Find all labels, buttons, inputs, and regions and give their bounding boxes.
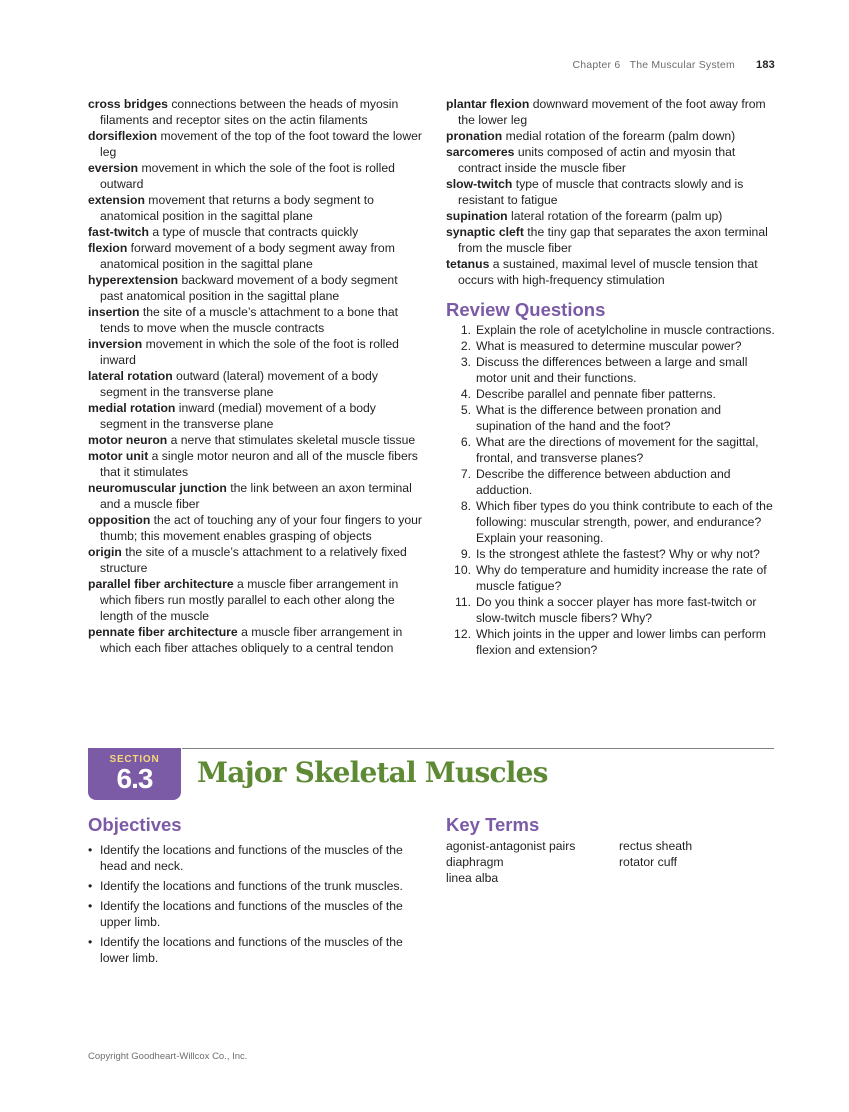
chapter-title: The Muscular System: [629, 59, 735, 71]
glossary-term: slow-twitch: [446, 177, 513, 191]
glossary-definition: forward movement of a body segment away from anatomical position in the sagittal plane: [100, 241, 395, 271]
glossary-term: motor neuron: [88, 433, 168, 447]
review-question: [446, 466, 776, 498]
review-question: [446, 402, 776, 434]
glossary-entry: [446, 128, 776, 144]
glossary-entry: [88, 480, 422, 512]
glossary-definition: the site of a muscle’s attachment to a relatively fixed structure: [100, 545, 407, 575]
key-term: agonist-antagonist pairs: [446, 839, 576, 853]
glossary-entry: [446, 224, 776, 256]
question-number: 8.: [460, 499, 471, 513]
glossary-term: opposition: [88, 513, 151, 527]
glossary-definition: a muscle fiber arrangement in which each fiber attaches obliquely to a central tendon: [100, 625, 403, 655]
bullet: •: [88, 879, 93, 893]
glossary-entry: [446, 96, 776, 128]
glossary-entry: [88, 160, 422, 192]
glossary-definition: movement of the top of the foot toward the lower leg: [100, 129, 422, 159]
question-text: What are the directions of movement for the sagittal, frontal, and transverse planes?: [476, 435, 759, 465]
glossary-term: neuromuscular junction: [88, 481, 227, 495]
objective-text: Identify the locations and functions of the trunk muscles.: [100, 879, 403, 893]
glossary-term: pronation: [446, 129, 503, 143]
question-text: What is the difference between pronation and supination of the hand and the foot?: [476, 403, 722, 433]
objective-text: Identify the locations and functions of the muscles of the lower limb.: [100, 935, 403, 965]
question-number: 6.: [460, 435, 471, 449]
glossary-term: pennate fiber architecture: [88, 625, 238, 639]
glossary-entry: [88, 96, 422, 128]
running-header: [572, 59, 775, 71]
glossary-definition: the link between an axon terminal and a muscle fiber: [100, 481, 412, 511]
page-number: 183: [756, 59, 775, 71]
question-text: Describe parallel and pennate fiber patterns.: [476, 387, 716, 401]
glossary-definition: the site of a muscle’s attachment to a bone that tends to move when the muscle contracts: [100, 305, 399, 335]
question-number: 7.: [460, 467, 471, 481]
section-number: 6.3: [116, 763, 153, 794]
question-number: 4.: [460, 387, 471, 401]
glossary-term: dorsiflexion: [88, 129, 158, 143]
glossary-term: flexion: [88, 241, 128, 255]
glossary-definition: type of muscle that contracts slowly and is resistant to fatigue: [458, 177, 744, 207]
bullet: •: [88, 843, 93, 857]
question-text: Explain the role of acetylcholine in muscle contractions.: [476, 323, 775, 337]
glossary-entry: [88, 368, 422, 400]
question-text: Is the strongest athlete the fastest? Why or why not?: [476, 547, 760, 561]
section-title: Major Skeletal Muscles: [197, 756, 548, 789]
glossary-term: eversion: [88, 161, 139, 175]
glossary-entry: [88, 336, 422, 368]
glossary-term: fast-twitch: [88, 225, 149, 239]
objective-text: Identify the locations and functions of the muscles of the upper limb.: [100, 899, 403, 929]
glossary-term: origin: [88, 545, 122, 559]
glossary-term: insertion: [88, 305, 140, 319]
glossary-entry: [446, 256, 776, 288]
glossary-term: hyperextension: [88, 273, 179, 287]
glossary-definition: lateral rotation of the forearm (palm up): [511, 209, 723, 223]
glossary-term: motor unit: [88, 449, 149, 463]
glossary-term: medial rotation: [88, 401, 176, 415]
glossary-definition: downward movement of the foot away from the lower leg: [458, 97, 766, 127]
question-text: Do you think a soccer player has more fast-twitch or slow-twitch muscle fibers? Why?: [476, 595, 757, 625]
question-number: 5.: [460, 403, 471, 417]
chapter-number: Chapter 6: [572, 59, 621, 71]
glossary-term: lateral rotation: [88, 369, 173, 383]
review-question: [446, 498, 776, 546]
question-number: 12.: [454, 627, 471, 641]
question-number: 11.: [454, 595, 471, 609]
glossary-entry: [88, 240, 422, 272]
bullet: •: [88, 935, 93, 949]
glossary-left-column: [88, 96, 422, 656]
review-question: [446, 338, 776, 354]
question-number: 10.: [454, 563, 471, 577]
question-text: Which joints in the upper and lower limbs can perform flexion and extension?: [476, 627, 766, 657]
glossary-entry: [446, 208, 776, 224]
review-questions-list: [446, 322, 776, 658]
question-number: 1.: [460, 323, 471, 337]
glossary-definition: a nerve that stimulates skeletal muscle tissue: [170, 433, 416, 447]
glossary-entry: [88, 304, 422, 336]
glossary-entry: [88, 128, 422, 160]
objective-item: [88, 934, 408, 966]
question-text: Discuss the differences between a large and small motor unit and their functions.: [476, 355, 748, 385]
review-question: [446, 434, 776, 466]
question-text: What is measured to determine muscular power?: [476, 339, 742, 353]
review-question: [446, 354, 776, 386]
glossary-definition: movement in which the sole of the foot is rolled outward: [100, 161, 395, 191]
glossary-definition: medial rotation of the forearm (palm down): [505, 129, 736, 143]
question-number: 3.: [460, 355, 471, 369]
review-questions-heading: Review Questions: [446, 299, 606, 320]
glossary-entry: [88, 448, 422, 480]
question-text: Why do temperature and humidity increase the rate of muscle fatigue?: [476, 563, 767, 593]
key-terms-column-1: [446, 838, 575, 886]
objective-text: Identify the locations and functions of the muscles of the head and neck.: [100, 843, 403, 873]
glossary-definition: a muscle fiber arrangement in which fibers run mostly parallel to each other along the length of the muscle: [100, 577, 399, 623]
glossary-entry: [446, 144, 776, 176]
glossary-right-column: [446, 96, 776, 658]
bullet: •: [88, 899, 93, 913]
question-text: Which fiber types do you think contribute to each of the following: muscular strength, power, and endurance? Explain your reasoning.: [476, 499, 773, 545]
glossary-term: synaptic cleft: [446, 225, 524, 239]
key-term: rotator cuff: [619, 855, 678, 869]
review-question: [446, 562, 776, 594]
glossary-entry: [88, 576, 422, 624]
glossary-entry: [88, 400, 422, 432]
key-terms-column-2: [619, 838, 692, 870]
review-question: [446, 322, 776, 338]
glossary-entry: [446, 176, 776, 208]
glossary-definition: movement in which the sole of the foot is rolled inward: [100, 337, 399, 367]
glossary-entry: [88, 624, 422, 656]
glossary-definition: outward (lateral) movement of a body segment in the transverse plane: [100, 369, 378, 399]
glossary-term: sarcomeres: [446, 145, 515, 159]
glossary-definition: backward movement of a body segment past anatomical position in the sagittal plane: [100, 273, 398, 303]
glossary-definition: the tiny gap that separates the axon terminal from the muscle fiber: [458, 225, 768, 255]
glossary-definition: a sustained, maximal level of muscle tension that occurs with high-frequency stimulation: [458, 257, 758, 287]
objectives-heading: Objectives: [88, 814, 182, 835]
glossary-definition: movement that returns a body segment to anatomical position in the sagittal plane: [100, 193, 374, 223]
glossary-definition: inward (medial) movement of a body segment in the transverse plane: [100, 401, 376, 431]
key-term: rectus sheath: [619, 839, 693, 853]
review-question: [446, 594, 776, 626]
objective-item: [88, 878, 408, 894]
key-term: diaphragm: [446, 855, 504, 869]
glossary-entry: [88, 432, 422, 448]
glossary-term: supination: [446, 209, 508, 223]
key-terms-heading: Key Terms: [446, 814, 540, 835]
review-question: [446, 626, 776, 658]
question-text: Describe the difference between abduction and adduction.: [476, 467, 731, 497]
glossary-term: plantar flexion: [446, 97, 530, 111]
glossary-entry: [88, 192, 422, 224]
section-badge: [88, 748, 181, 800]
key-term: linea alba: [446, 871, 499, 885]
glossary-term: extension: [88, 193, 145, 207]
glossary-entry: [88, 544, 422, 576]
copyright-footer: Copyright Goodheart-Willcox Co., Inc.: [88, 1051, 248, 1062]
glossary-term: inversion: [88, 337, 143, 351]
glossary-definition: connections between the heads of myosin filaments and receptor sites on the actin filaments: [100, 97, 399, 127]
glossary-entry: [88, 512, 422, 544]
question-number: 2.: [460, 339, 471, 353]
glossary-definition: units composed of actin and myosin that contract inside the muscle fiber: [458, 145, 736, 175]
objective-item: [88, 842, 408, 874]
review-question: [446, 546, 776, 562]
glossary-definition: a single motor neuron and all of the muscle fibers that it stimulates: [100, 449, 418, 479]
glossary-term: parallel fiber architecture: [88, 577, 234, 591]
objectives-list: [88, 842, 408, 970]
glossary-entry: [88, 272, 422, 304]
question-number: 9.: [460, 547, 471, 561]
section-label: SECTION: [109, 754, 160, 765]
glossary-term: cross bridges: [88, 97, 168, 111]
review-question: [446, 386, 776, 402]
glossary-definition: the act of touching any of your four fingers to your thumb; this movement enables grasping of objects: [100, 513, 422, 543]
glossary-entry: [88, 224, 422, 240]
section-divider: [182, 748, 774, 749]
objective-item: [88, 898, 408, 930]
glossary-term: tetanus: [446, 257, 490, 271]
glossary-definition: a type of muscle that contracts quickly: [152, 225, 359, 239]
